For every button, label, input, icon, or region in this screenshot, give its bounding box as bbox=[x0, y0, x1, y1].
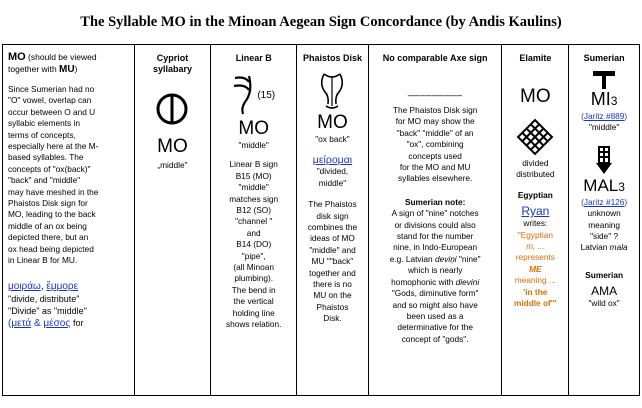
phaistos-header: Phaistos Disk bbox=[302, 53, 362, 63]
sumerian-header: Sumerian bbox=[583, 53, 625, 63]
linear-b-sign-number: (15) bbox=[257, 90, 276, 101]
greek-link-meta[interactable]: μετά bbox=[11, 317, 32, 329]
axe-header: No comparable Axe sign bbox=[382, 53, 488, 63]
axe-column bbox=[369, 45, 503, 395]
elamite-syllable: MO bbox=[520, 86, 551, 107]
linear-b-meaning: "middle" bbox=[238, 140, 269, 150]
phaistos-column bbox=[297, 45, 369, 395]
linear-b-syllable: MO bbox=[238, 118, 270, 139]
sumerian-label-2: Sumerian bbox=[585, 269, 624, 280]
view-note: (should be viewed bbox=[28, 52, 97, 62]
concordance-table bbox=[2, 44, 640, 396]
elamite-grid-sign-icon bbox=[514, 116, 556, 158]
page-title: The Syllable MO in the Minoan Aegean Sign Concordance (by Andis Kaulins) bbox=[80, 14, 562, 30]
sumerian-mi-sign-icon bbox=[592, 70, 616, 90]
linear-b-description: Linear B sign B15 (MO) "middle" matches sign B12 (SO) "channel " and B14 (DO) "pipe", (all Minoan plumbing). The bend in the vertical holding line shows relation. bbox=[226, 159, 282, 330]
elamite-column bbox=[502, 45, 569, 395]
elamite-header: Elamite bbox=[519, 53, 552, 63]
greek-words: μοιράω, ἔμμορε "divide, distribute" "Divide" as "middle" (μετά & μέσος for bbox=[8, 280, 87, 329]
cypriot-syllable: MO bbox=[157, 136, 188, 157]
mu-label: MU bbox=[58, 64, 75, 75]
egyptian-quote: "Egyptian m, ... represents ME meaning ... 'in the middle of'" bbox=[513, 229, 557, 309]
greek-link-emmore[interactable]: ἔμμορε bbox=[46, 280, 79, 292]
phaistos-meaning: "ox back" bbox=[315, 134, 350, 144]
cypriot-meaning: „middle" bbox=[157, 160, 188, 170]
phaistos-greek-gloss: "divided, middle" bbox=[316, 166, 349, 188]
cypriot-mo-sign-icon bbox=[152, 91, 192, 127]
jaritz-126-link[interactable]: Jaritz #126 bbox=[583, 196, 625, 207]
sumerian-note-heading: Sumerian note: bbox=[404, 196, 466, 207]
sumerian-mal-meaning: unknown meaning "side" ? Latvian mala bbox=[580, 208, 628, 253]
greek-link-moirao[interactable]: μοιράω bbox=[8, 280, 41, 292]
view-note-2: together with bbox=[8, 64, 57, 74]
axe-paragraph-1: The Phaistos Disk sign for MO may show the "back" "middle" of an "ox", combining concepts used for the MO and MU syllables elsewhere. bbox=[392, 105, 478, 184]
phaistos-ox-back-sign-icon bbox=[315, 70, 349, 112]
elamite-meaning: divided distributed bbox=[516, 158, 555, 180]
egyptian-label: Egyptian bbox=[517, 189, 553, 200]
sumerian-mal-sign-icon bbox=[593, 146, 615, 176]
sumerian-ama-meaning: "wild ox" bbox=[588, 298, 620, 309]
ryan-link[interactable]: Ryan bbox=[521, 204, 550, 219]
phaistos-description: The Phaistos disk sign combines the ideas of MO "middle" and MU ""back" together and there is no MU on the Phaistos Disk. bbox=[307, 199, 358, 324]
sumerian-note-paragraph: A sign of "nine" notches or divisions could also stand for the number nine, in Indo-European e.g. Latvian deviņi "nine" which is nearly homophonic with dievini "Gods, diminutive form" and so might also have been used as a determinative for the concept of "gods". bbox=[389, 208, 481, 344]
sumerian-ama: AMA bbox=[591, 284, 618, 299]
axe-dashes: _________ bbox=[407, 86, 463, 97]
intro-paragraph: Since Sumerian had no "O" vowel, overlap can occur between O and U syllabic elements in terms of concepts, especially here at the M- based syllables. The concepts of "ox(back)" "back" and "middle" may have meshed in the Phaistos Disk sign for MO, leading to the back middle of an ox being depicted there, but an ox head being depicted in Linear B for MU. bbox=[8, 84, 99, 266]
mo-heading: MO bbox=[8, 51, 26, 63]
sumerian-mi-meaning: "middle" bbox=[588, 122, 620, 133]
view-note-3: ) bbox=[74, 64, 78, 74]
linear-b-header: Linear B bbox=[235, 53, 272, 63]
linear-b-column bbox=[211, 45, 297, 395]
intro-column bbox=[3, 45, 135, 395]
greek-link-meiromai[interactable]: μείρομαι bbox=[312, 154, 353, 167]
jaritz-889-link[interactable]: Jaritz #889 bbox=[583, 111, 625, 121]
linear-b-mo-sign-icon bbox=[231, 72, 257, 116]
phaistos-syllable: MO bbox=[317, 112, 348, 133]
sumerian-mi: MI3 bbox=[590, 89, 618, 109]
greek-link-mesos[interactable]: μέσος bbox=[43, 317, 71, 329]
sumerian-column: Sumerian MI3 (Jaritz #889) "middle" MAL3 (Jaritz #126) unknown meaning "side" ? Latvian mala Sumerian AMA "wild ox" bbox=[569, 45, 639, 395]
ryan-writes: writes: bbox=[523, 218, 548, 229]
cypriot-column bbox=[135, 45, 212, 395]
cypriot-header: Cypriot syllabary bbox=[152, 53, 192, 74]
sumerian-mal: MAL3 bbox=[583, 175, 625, 195]
